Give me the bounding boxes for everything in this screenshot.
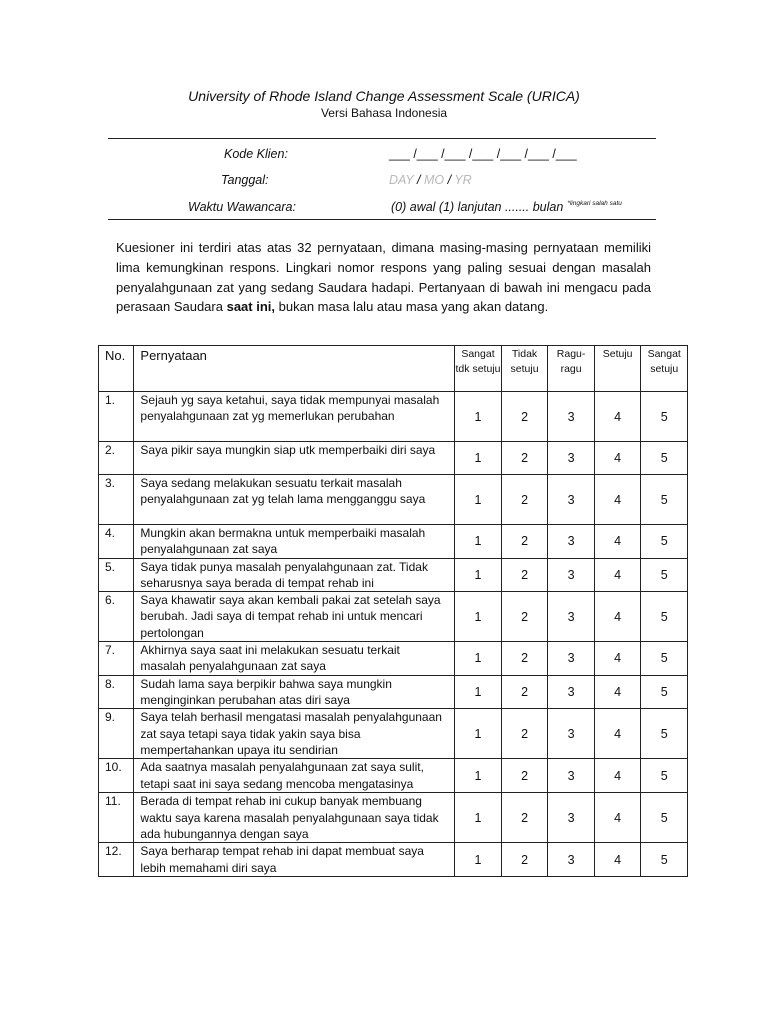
table-row bbox=[99, 709, 688, 759]
form-subtitle: Versi Bahasa Indonesia bbox=[320, 106, 448, 120]
table-row bbox=[99, 592, 688, 642]
response-option-3[interactable]: 3 bbox=[548, 642, 595, 676]
response-option-2[interactable]: 2 bbox=[501, 558, 548, 592]
date-field[interactable] bbox=[389, 173, 472, 187]
row-number: 1. bbox=[99, 392, 134, 442]
header-bottom-divider bbox=[108, 219, 656, 220]
client-code-row bbox=[108, 147, 656, 167]
response-option-1[interactable]: 1 bbox=[455, 592, 502, 642]
response-option-5[interactable]: 5 bbox=[641, 843, 688, 877]
interview-time-value: (0) awal (1) lanjutan ....... bulan bbox=[391, 200, 564, 214]
response-option-3[interactable]: 3 bbox=[548, 793, 595, 843]
response-option-2[interactable]: 2 bbox=[501, 759, 548, 793]
statement-text: Saya telah berhasil mengatasi masalah penyalahgunaan zat saya tetapi saya tidak yakin saya bisa mempertahankan upaya itu sendirian bbox=[134, 709, 455, 759]
response-option-2[interactable]: 2 bbox=[501, 642, 548, 676]
response-option-2[interactable]: 2 bbox=[501, 675, 548, 709]
response-option-1[interactable]: 1 bbox=[455, 475, 502, 525]
instructions-emphasis: saat ini, bbox=[226, 299, 276, 315]
response-option-3[interactable]: 3 bbox=[548, 558, 595, 592]
response-option-2[interactable]: 2 bbox=[501, 793, 548, 843]
response-option-1[interactable]: 1 bbox=[455, 793, 502, 843]
statement-text: Akhirnya saya saat ini melakukan sesuatu terkait masalah penyalahgunaan zat saya bbox=[134, 642, 455, 676]
response-option-4[interactable]: 4 bbox=[594, 525, 641, 559]
row-number: 4. bbox=[99, 525, 134, 559]
response-option-5[interactable]: 5 bbox=[641, 392, 688, 442]
date-month-placeholder: MO bbox=[423, 173, 445, 187]
response-option-3[interactable]: 3 bbox=[548, 675, 595, 709]
response-option-3[interactable]: 3 bbox=[548, 759, 595, 793]
response-option-3[interactable]: 3 bbox=[548, 475, 595, 525]
row-number: 7. bbox=[99, 642, 134, 676]
table-row bbox=[99, 558, 688, 592]
instructions-text: Kuesioner ini terdiri atas atas 32 pernyataan, dimana masing-masing pernyataan memiliki lima kemungkinan respons. Lingkari nomor respons yang paling sesuai dengan masalah penyalahgunaan zat yang sedang Saudara hadapi. Pertanyaan di bawah ini mengacu pada perasaan Saudara bbox=[116, 240, 651, 315]
statement-text: Ada saatnya masalah penyalahgunaan zat saya sulit, tetapi saat ini saya sedang mencoba mengatasinya bbox=[134, 759, 455, 793]
questionnaire-body bbox=[99, 392, 688, 877]
response-option-5[interactable]: 5 bbox=[641, 759, 688, 793]
response-option-2[interactable]: 2 bbox=[501, 592, 548, 642]
column-header-undecided: Ragu-ragu bbox=[548, 346, 595, 392]
response-option-1[interactable]: 1 bbox=[455, 675, 502, 709]
response-option-2[interactable]: 2 bbox=[501, 392, 548, 442]
table-row bbox=[99, 642, 688, 676]
table-row bbox=[99, 793, 688, 843]
response-option-1[interactable]: 1 bbox=[455, 709, 502, 759]
response-option-1[interactable]: 1 bbox=[455, 642, 502, 676]
table-row bbox=[99, 475, 688, 525]
response-option-1[interactable]: 1 bbox=[455, 525, 502, 559]
client-code-label: Kode Klien: bbox=[224, 147, 288, 161]
response-option-5[interactable]: 5 bbox=[641, 475, 688, 525]
response-option-2[interactable]: 2 bbox=[501, 525, 548, 559]
client-code-field[interactable]: ___ /___ /___ /___ /___ /___ /___ bbox=[389, 147, 577, 161]
response-option-5[interactable]: 5 bbox=[641, 592, 688, 642]
response-option-3[interactable]: 3 bbox=[548, 392, 595, 442]
column-header-strongly-agree: Sangat setuju bbox=[641, 346, 688, 392]
response-option-5[interactable]: 5 bbox=[641, 675, 688, 709]
response-option-1[interactable]: 1 bbox=[455, 759, 502, 793]
table-row bbox=[99, 843, 688, 877]
row-number: 3. bbox=[99, 475, 134, 525]
row-number: 5. bbox=[99, 558, 134, 592]
table-row bbox=[99, 525, 688, 559]
response-option-1[interactable]: 1 bbox=[455, 843, 502, 877]
table-row bbox=[99, 675, 688, 709]
response-option-4[interactable]: 4 bbox=[594, 793, 641, 843]
response-option-2[interactable]: 2 bbox=[501, 843, 548, 877]
column-header-agree: Setuju bbox=[594, 346, 641, 392]
row-number: 12. bbox=[99, 843, 134, 877]
interview-time-label: Waktu Wawancara: bbox=[188, 200, 296, 214]
table-row bbox=[99, 392, 688, 442]
column-header-disagree: Tidak setuju bbox=[501, 346, 548, 392]
response-option-5[interactable]: 5 bbox=[641, 709, 688, 759]
table-header-row bbox=[99, 346, 688, 392]
column-header-strongly-disagree: Sangat tdk setuju bbox=[455, 346, 502, 392]
form-title: University of Rhode Island Change Assessment Scale (URICA) bbox=[188, 88, 580, 104]
response-option-5[interactable]: 5 bbox=[641, 642, 688, 676]
table-row bbox=[99, 442, 688, 475]
response-option-4[interactable]: 4 bbox=[594, 843, 641, 877]
response-option-4[interactable]: 4 bbox=[594, 675, 641, 709]
instructions-text-end: bukan masa lalu atau masa yang akan datang. bbox=[275, 299, 549, 315]
response-option-1[interactable]: 1 bbox=[455, 442, 502, 475]
statement-text: Saya berharap tempat rehab ini dapat membuat saya lebih memahami diri saya bbox=[134, 843, 455, 877]
questionnaire-table bbox=[98, 345, 688, 877]
statement-text: Saya tidak punya masalah penyalahgunaan zat. Tidak seharusnya saya berada di tempat rehab ini bbox=[134, 558, 455, 592]
response-option-4[interactable]: 4 bbox=[594, 392, 641, 442]
response-option-1[interactable]: 1 bbox=[455, 558, 502, 592]
response-option-2[interactable]: 2 bbox=[501, 442, 548, 475]
statement-text: Saya sedang melakukan sesuatu terkait masalah penyalahgunaan zat yg telah lama mengganggu saya bbox=[134, 475, 455, 525]
statement-text: Mungkin akan bermakna untuk memperbaiki masalah penyalahgunaan zat saya bbox=[134, 525, 455, 559]
date-label: Tanggal: bbox=[221, 173, 269, 187]
table-row bbox=[99, 759, 688, 793]
response-option-4[interactable]: 4 bbox=[594, 558, 641, 592]
statement-text: Berada di tempat rehab ini cukup banyak membuang waktu saya karena masalah penyalahgunaan saya tidak ada hubungannya dengan saya bbox=[134, 793, 455, 843]
instructions-paragraph bbox=[116, 238, 651, 317]
response-option-2[interactable]: 2 bbox=[501, 475, 548, 525]
interview-time-options[interactable] bbox=[391, 200, 622, 214]
date-separator: / bbox=[444, 173, 455, 187]
response-option-3[interactable]: 3 bbox=[548, 709, 595, 759]
column-header-statement: Pernyataan bbox=[134, 346, 455, 392]
statement-text: Saya khawatir saya akan kembali pakai zat setelah saya berubah. Jadi saya di tempat rehab ini untuk mencari pertolongan bbox=[134, 592, 455, 642]
response-option-3[interactable]: 3 bbox=[548, 525, 595, 559]
row-number: 6. bbox=[99, 592, 134, 642]
row-number: 8. bbox=[99, 675, 134, 709]
date-separator: / bbox=[413, 173, 424, 187]
response-option-4[interactable]: 4 bbox=[594, 642, 641, 676]
row-number: 10. bbox=[99, 759, 134, 793]
row-number: 2. bbox=[99, 442, 134, 475]
header-top-divider bbox=[108, 138, 656, 139]
response-option-4[interactable]: 4 bbox=[594, 709, 641, 759]
date-day-placeholder: DAY bbox=[389, 173, 414, 187]
response-option-4[interactable]: 4 bbox=[594, 759, 641, 793]
response-option-1[interactable]: 1 bbox=[455, 392, 502, 442]
response-option-4[interactable]: 4 bbox=[594, 475, 641, 525]
column-header-no: No. bbox=[99, 346, 134, 392]
response-option-4[interactable]: 4 bbox=[594, 592, 641, 642]
response-option-5[interactable]: 5 bbox=[641, 442, 688, 475]
response-option-5[interactable]: 5 bbox=[641, 558, 688, 592]
date-year-placeholder: YR bbox=[454, 173, 472, 187]
statement-text: Sejauh yg saya ketahui, saya tidak mempunyai masalah penyalahgunaan zat yg memerlukan perubahan bbox=[134, 392, 455, 442]
interview-time-note: *lingkari salah satu bbox=[567, 200, 622, 207]
response-option-3[interactable]: 3 bbox=[548, 592, 595, 642]
response-option-3[interactable]: 3 bbox=[548, 442, 595, 475]
response-option-3[interactable]: 3 bbox=[548, 843, 595, 877]
row-number: 9. bbox=[99, 709, 134, 759]
row-number: 11. bbox=[99, 793, 134, 843]
response-option-2[interactable]: 2 bbox=[501, 709, 548, 759]
response-option-4[interactable]: 4 bbox=[594, 442, 641, 475]
response-option-5[interactable]: 5 bbox=[641, 793, 688, 843]
interview-time-row bbox=[108, 200, 656, 220]
statement-text: Saya pikir saya mungkin siap utk memperbaiki diri saya bbox=[134, 442, 455, 475]
date-row bbox=[108, 173, 656, 193]
statement-text: Sudah lama saya berpikir bahwa saya mungkin menginginkan perubahan atas diri saya bbox=[134, 675, 455, 709]
response-option-5[interactable]: 5 bbox=[641, 525, 688, 559]
